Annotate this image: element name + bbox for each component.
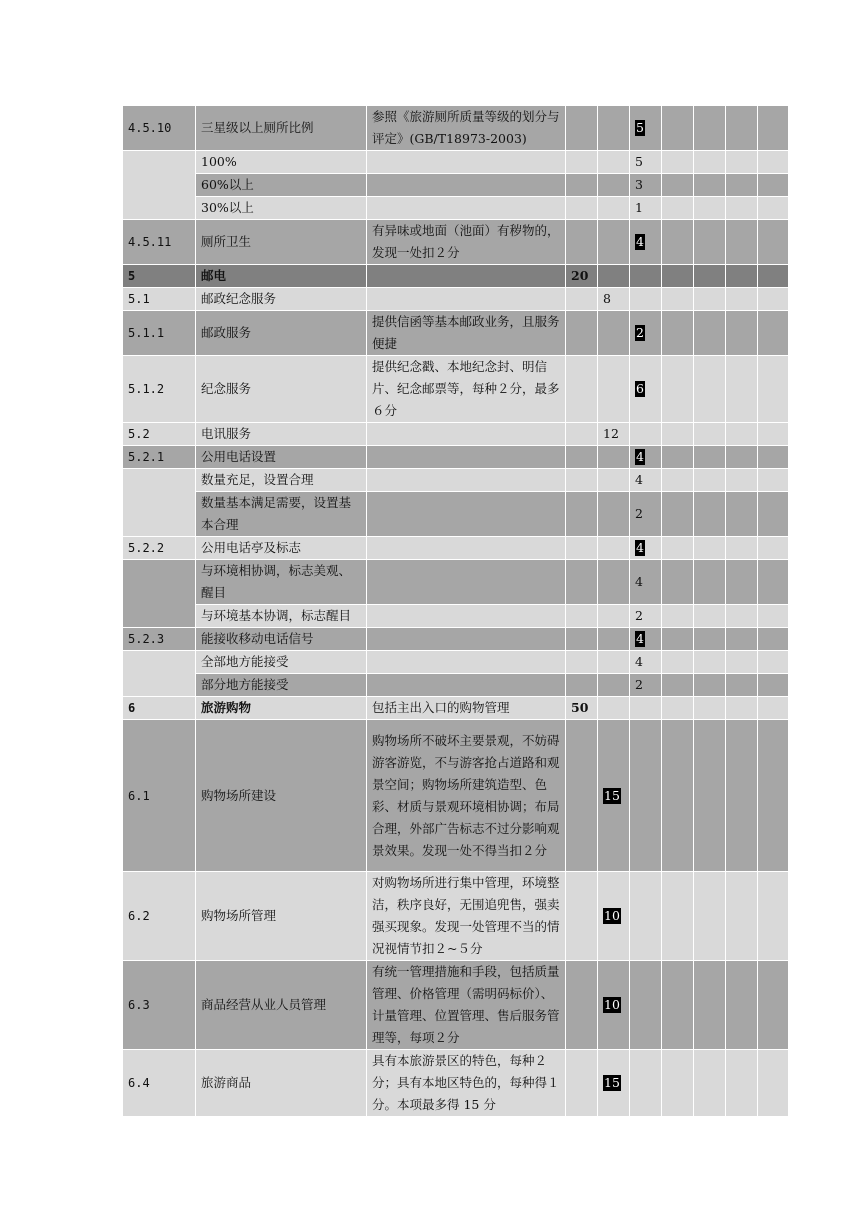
item-name: 购物场所管理 (196, 872, 367, 961)
score-value: 4 (630, 651, 662, 674)
table-row (123, 423, 789, 446)
item-code: 6.3 (123, 961, 196, 1050)
item-criteria: 包括主出入口的购物管理 (367, 697, 566, 720)
item-criteria (367, 174, 566, 197)
table-row (123, 628, 789, 651)
score-value: 4 (636, 631, 644, 646)
item-criteria (367, 423, 566, 446)
table-row (123, 720, 789, 872)
item-code: 4.5.11 (123, 220, 196, 265)
subtotal-value: 10 (604, 997, 620, 1012)
table-row (123, 469, 789, 492)
table-row (123, 311, 789, 356)
item-code (123, 469, 196, 537)
item-name: 数量充足，设置合理 (196, 469, 367, 492)
item-criteria: 提供纪念戳、本地纪念封、明信片、纪念邮票等，每种２分，最多６分 (367, 356, 566, 423)
item-name: 纪念服务 (196, 356, 367, 423)
section-name: 邮电 (196, 265, 367, 288)
item-code: 6.2 (123, 872, 196, 961)
table-row (123, 961, 789, 1050)
item-name: 30%以上 (196, 197, 367, 220)
subtotal-value: 10 (604, 908, 620, 923)
item-name: 100% (196, 151, 367, 174)
item-criteria (367, 560, 566, 605)
score-value: 4 (630, 469, 662, 492)
score-value: 4 (636, 234, 644, 249)
subtotal-value: 15 (604, 1075, 620, 1090)
item-criteria (367, 469, 566, 492)
item-criteria (367, 265, 566, 288)
score-value: 4 (636, 540, 644, 555)
item-criteria: 提供信函等基本邮政业务，且服务便捷 (367, 311, 566, 356)
table-row (123, 697, 789, 720)
score-value: 4 (636, 449, 644, 464)
score-value: 1 (630, 197, 662, 220)
item-name: 公用电话亭及标志 (196, 537, 367, 560)
section-total: 50 (566, 697, 598, 720)
item-criteria (367, 151, 566, 174)
score-value: 2 (630, 674, 662, 697)
score-value: 5 (636, 120, 644, 135)
item-criteria: 有统一管理措施和手段，包括质量管理、价格管理（需明码标价）、计量管理、位置管理、售后服务管理等，每项２分 (367, 961, 566, 1050)
table-row (123, 197, 789, 220)
score-value: 5 (630, 151, 662, 174)
item-criteria: 有异味或地面（池面）有秽物的，发现一处扣２分 (367, 220, 566, 265)
section-code: 6 (123, 697, 196, 720)
table-row (123, 560, 789, 605)
item-criteria: 具有本旅游景区的特色，每种２分；具有本地区特色的，每种得１分。本项最多得 15 分 (367, 1050, 566, 1117)
item-criteria (367, 537, 566, 560)
item-code: 6.1 (123, 720, 196, 872)
table-row (123, 151, 789, 174)
item-code: 5.1.2 (123, 356, 196, 423)
item-criteria (367, 197, 566, 220)
item-name: 公用电话设置 (196, 446, 367, 469)
table-row (123, 288, 789, 311)
subtotal-value: 12 (598, 423, 630, 446)
item-name: 全部地方能接受 (196, 651, 367, 674)
score-value: 6 (636, 381, 644, 396)
table-row (123, 446, 789, 469)
score-value: 2 (630, 605, 662, 628)
table-row (123, 674, 789, 697)
table-row (123, 492, 789, 537)
item-code (123, 151, 196, 220)
table-row (123, 220, 789, 265)
item-name: 购物场所建设 (196, 720, 367, 872)
table-row (123, 356, 789, 423)
score-value: 3 (630, 174, 662, 197)
item-name: 商品经营从业人员管理 (196, 961, 367, 1050)
section-code: 5 (123, 265, 196, 288)
score-value: 2 (636, 325, 644, 340)
table-row (123, 537, 789, 560)
score-value: 4 (630, 560, 662, 605)
section-name: 旅游购物 (196, 697, 367, 720)
item-code: 6.4 (123, 1050, 196, 1117)
item-code: 5.1 (123, 288, 196, 311)
item-code: 5.2.1 (123, 446, 196, 469)
item-name: 能接收移动电话信号 (196, 628, 367, 651)
item-name: 部分地方能接受 (196, 674, 367, 697)
item-name: 旅游商品 (196, 1050, 367, 1117)
item-criteria (367, 446, 566, 469)
item-criteria (367, 674, 566, 697)
item-name: 电讯服务 (196, 423, 367, 446)
item-name: 邮政服务 (196, 311, 367, 356)
item-name: 三星级以上厕所比例 (196, 106, 367, 151)
item-name: 数量基本满足需要，设置基本合理 (196, 492, 367, 537)
item-name: 与环境相协调，标志美观、醒目 (196, 560, 367, 605)
table-row (123, 651, 789, 674)
item-name: 厕所卫生 (196, 220, 367, 265)
item-criteria (367, 628, 566, 651)
item-code: 5.2.2 (123, 537, 196, 560)
scoring-table (122, 105, 789, 1117)
item-criteria (367, 288, 566, 311)
item-code (123, 651, 196, 697)
table-row (123, 872, 789, 961)
item-criteria: 对购物场所进行集中管理，环境整洁，秩序良好，无围追兜售，强卖强买现象。发现一处管理不当的情况视情节扣２~５分 (367, 872, 566, 961)
table-row (123, 605, 789, 628)
item-criteria: 参照《旅游厕所质量等级的划分与评定》(GB/T18973-2003) (367, 106, 566, 151)
item-criteria (367, 492, 566, 537)
subtotal-value: 8 (598, 288, 630, 311)
item-name: 邮政纪念服务 (196, 288, 367, 311)
section-total: 20 (566, 265, 598, 288)
score-value: 2 (630, 492, 662, 537)
item-criteria: 购物场所不破坏主要景观，不妨碍游客游览，不与游客抢占道路和观景空间；购物场所建筑造型、色彩、材质与景观环境相协调；布局合理，外部广告标志不过分影响观景效果。发现一处不得当扣２分 (367, 720, 566, 872)
table-row (123, 265, 789, 288)
table-row (123, 1050, 789, 1117)
item-code: 4.5.10 (123, 106, 196, 151)
item-code: 5.2 (123, 423, 196, 446)
item-name: 60%以上 (196, 174, 367, 197)
subtotal-value: 15 (604, 787, 620, 803)
table-row (123, 106, 789, 151)
table-row (123, 174, 789, 197)
item-code: 5.2.3 (123, 628, 196, 651)
item-criteria (367, 605, 566, 628)
item-criteria (367, 651, 566, 674)
item-code (123, 560, 196, 628)
item-code: 5.1.1 (123, 311, 196, 356)
item-name: 与环境基本协调，标志醒目 (196, 605, 367, 628)
